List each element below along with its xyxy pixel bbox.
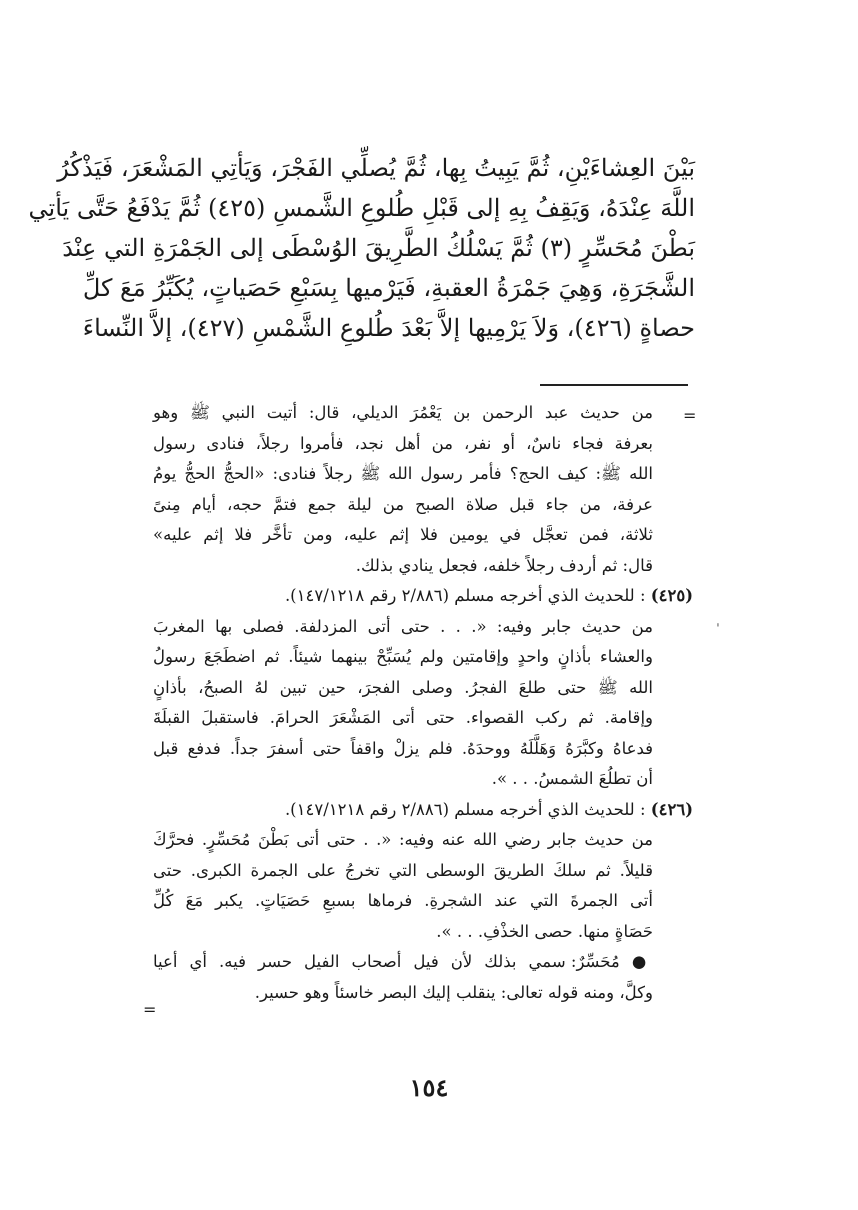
footnote-line: فدعاهُ وكبَّرَهُ وَهَلَّلَهُ ووحدَهُ. فلم يزلْ واقفاً حتى أسفرَ جداً. فدفع قبل [153, 738, 653, 758]
footnote-425-head [153, 581, 693, 612]
footnote-line: قال: ثم أردف رجلاً خلفه، فجعل ينادي بذلك. [355, 555, 653, 575]
footnote-line: قليلاً. ثم سلكَ الطريقَ الوسطى التي تخرجُ على الجمرة الكبرى. حتى [153, 860, 653, 880]
main-text-line: الشَّجَرَةِ، وَهِيَ جَمْرَةُ العقبةِ، فَيَرْميها بِسَبْعِ حَصَياتٍ، يُكَبِّرُ مَعَ كلِّ [82, 274, 695, 302]
margin-tick: ˈ [716, 622, 720, 638]
footnote-line: من حديث عبد الرحمن بن يَعْمُرَ الديلي، قال: أتيت النبي ﷺ وهو [153, 403, 653, 422]
main-text-line: بَيْنَ العِشاءَيْنِ، ثُمَّ يَبِيتُ بِها، ثُمَّ يُصلِّي الفَجْرَ، وَيَأتِي المَشْعَرَ، فَيَذْكُرُ [57, 154, 695, 182]
footnote-line: أن تطلُعَ الشمسُ. . . ». [491, 769, 653, 788]
main-text-line: بَطْنَ مُحَسِّرٍ (٣) ثُمَّ يَسْلُكُ الطَّرِيقَ الوُسْطَى إلى الجَمْرَةِ التي عِنْدَ [62, 234, 695, 262]
footnote-line: ثلاثة، فمن تعجَّل في يومين فلا إثم عليه، ومن تأخَّر فلا إثم عليه» [153, 525, 653, 544]
footnote-3-line [153, 947, 693, 978]
footnote-line: من حديث جابر وفيه: «. . . حتى أتى المزدلفة. فصلى بها المغربَ [153, 616, 653, 636]
main-text-line: حصاةٍ (٤٢٦)، وَلاَ يَرْمِيها إلاَّ بَعْدَ طُلوعِ الشَّمْسِ (٤٢٧)، إلاَّ النِّساءَ [82, 314, 695, 342]
footnote-line: أتى الجمرةَ التي عند الشجرةِ. فرماها بسبعِ حَصَيَاتٍ. يكبر مَعَ كُلِّ [153, 891, 653, 910]
bullet-icon: ● [631, 952, 653, 971]
main-text-block [28, 148, 695, 348]
footnote-line: وإقامة. ثم ركب القصواء. حتى أتى المَشْعَرَ الحرامَ. فاستقبلَ القبلَةَ [153, 708, 653, 727]
main-text-line: اللَّهَ عِنْدَهُ، وَيَقِفُ بِهِ إلى قَبْلِ طُلوعِ الشَّمسِ (٤٢٥) ثُمَّ يَدْفَعُ حَتَّى يَأتِي [28, 194, 695, 222]
footnotes-block [153, 398, 693, 1008]
footnote-number: (٤٢٦) [650, 799, 693, 819]
continuation-mark-bottom: = [143, 1000, 157, 1019]
footnote-head-text: : للحديث الذي أخرجه مسلم (٢/٨٨٦ رقم ١٤٧/١٢١٨). [284, 586, 646, 605]
footnote-separator [540, 384, 688, 386]
page-number: ١٥٤ [409, 1073, 449, 1102]
footnote-line: من حديث جابر رضي الله عنه وفيه: «. . حتى أتى بَطْنَ مُحَسِّرٍ. فحرَّكَ [153, 830, 653, 849]
footnote-426-head [153, 795, 693, 826]
footnote-line: الله ﷺ: كيف الحج؟ فأمر رسول الله ﷺ رجلاً فنادى: «الحجُّ الحجُّ يومُ [153, 464, 653, 483]
footnote-head-text: : للحديث الذي أخرجه مسلم (٢/٨٨٦ رقم ١٤٧/١٢١٨). [284, 799, 646, 819]
footnote-line: حَصَاةٍ منها. حصى الخذْفِ. . . ». [436, 921, 653, 941]
footnote-line: وكلَّ، ومنه قوله تعالى: ينقلب إليك البصر خاسئاً وهو حسير. [254, 982, 653, 1002]
footnote-number: (٤٢٥) [650, 586, 693, 605]
continuation-mark-top: = [683, 406, 697, 425]
footnote-line: عرفة، من جاء قبل صلاة الصبح من ليلة جمع فتمَّ حجه، أيام مِنىً [153, 494, 653, 514]
footnote-text: مُحَسِّرٌ: سمي بذلك لأن فيل أصحاب الفيل حسر فيه. أي أعيا [153, 952, 620, 971]
footnote-line: الله ﷺ حتى طلعَ الفجرُ. وصلى الفجرَ، حين تبين لهُ الصبحُ، بأذانٍ [153, 677, 653, 697]
footnote-line: والعشاء بأذانٍ واحدٍ وإقامتين ولم يُسَبِّحْ بينهما شيئاً. ثم اضطَجَعَ رسولُ [153, 647, 653, 666]
footnote-line: بعرفة فجاء ناسٌ، أو نفر، من أهل نجد، فأمروا رجلاً، فنادى رسول [153, 433, 653, 453]
